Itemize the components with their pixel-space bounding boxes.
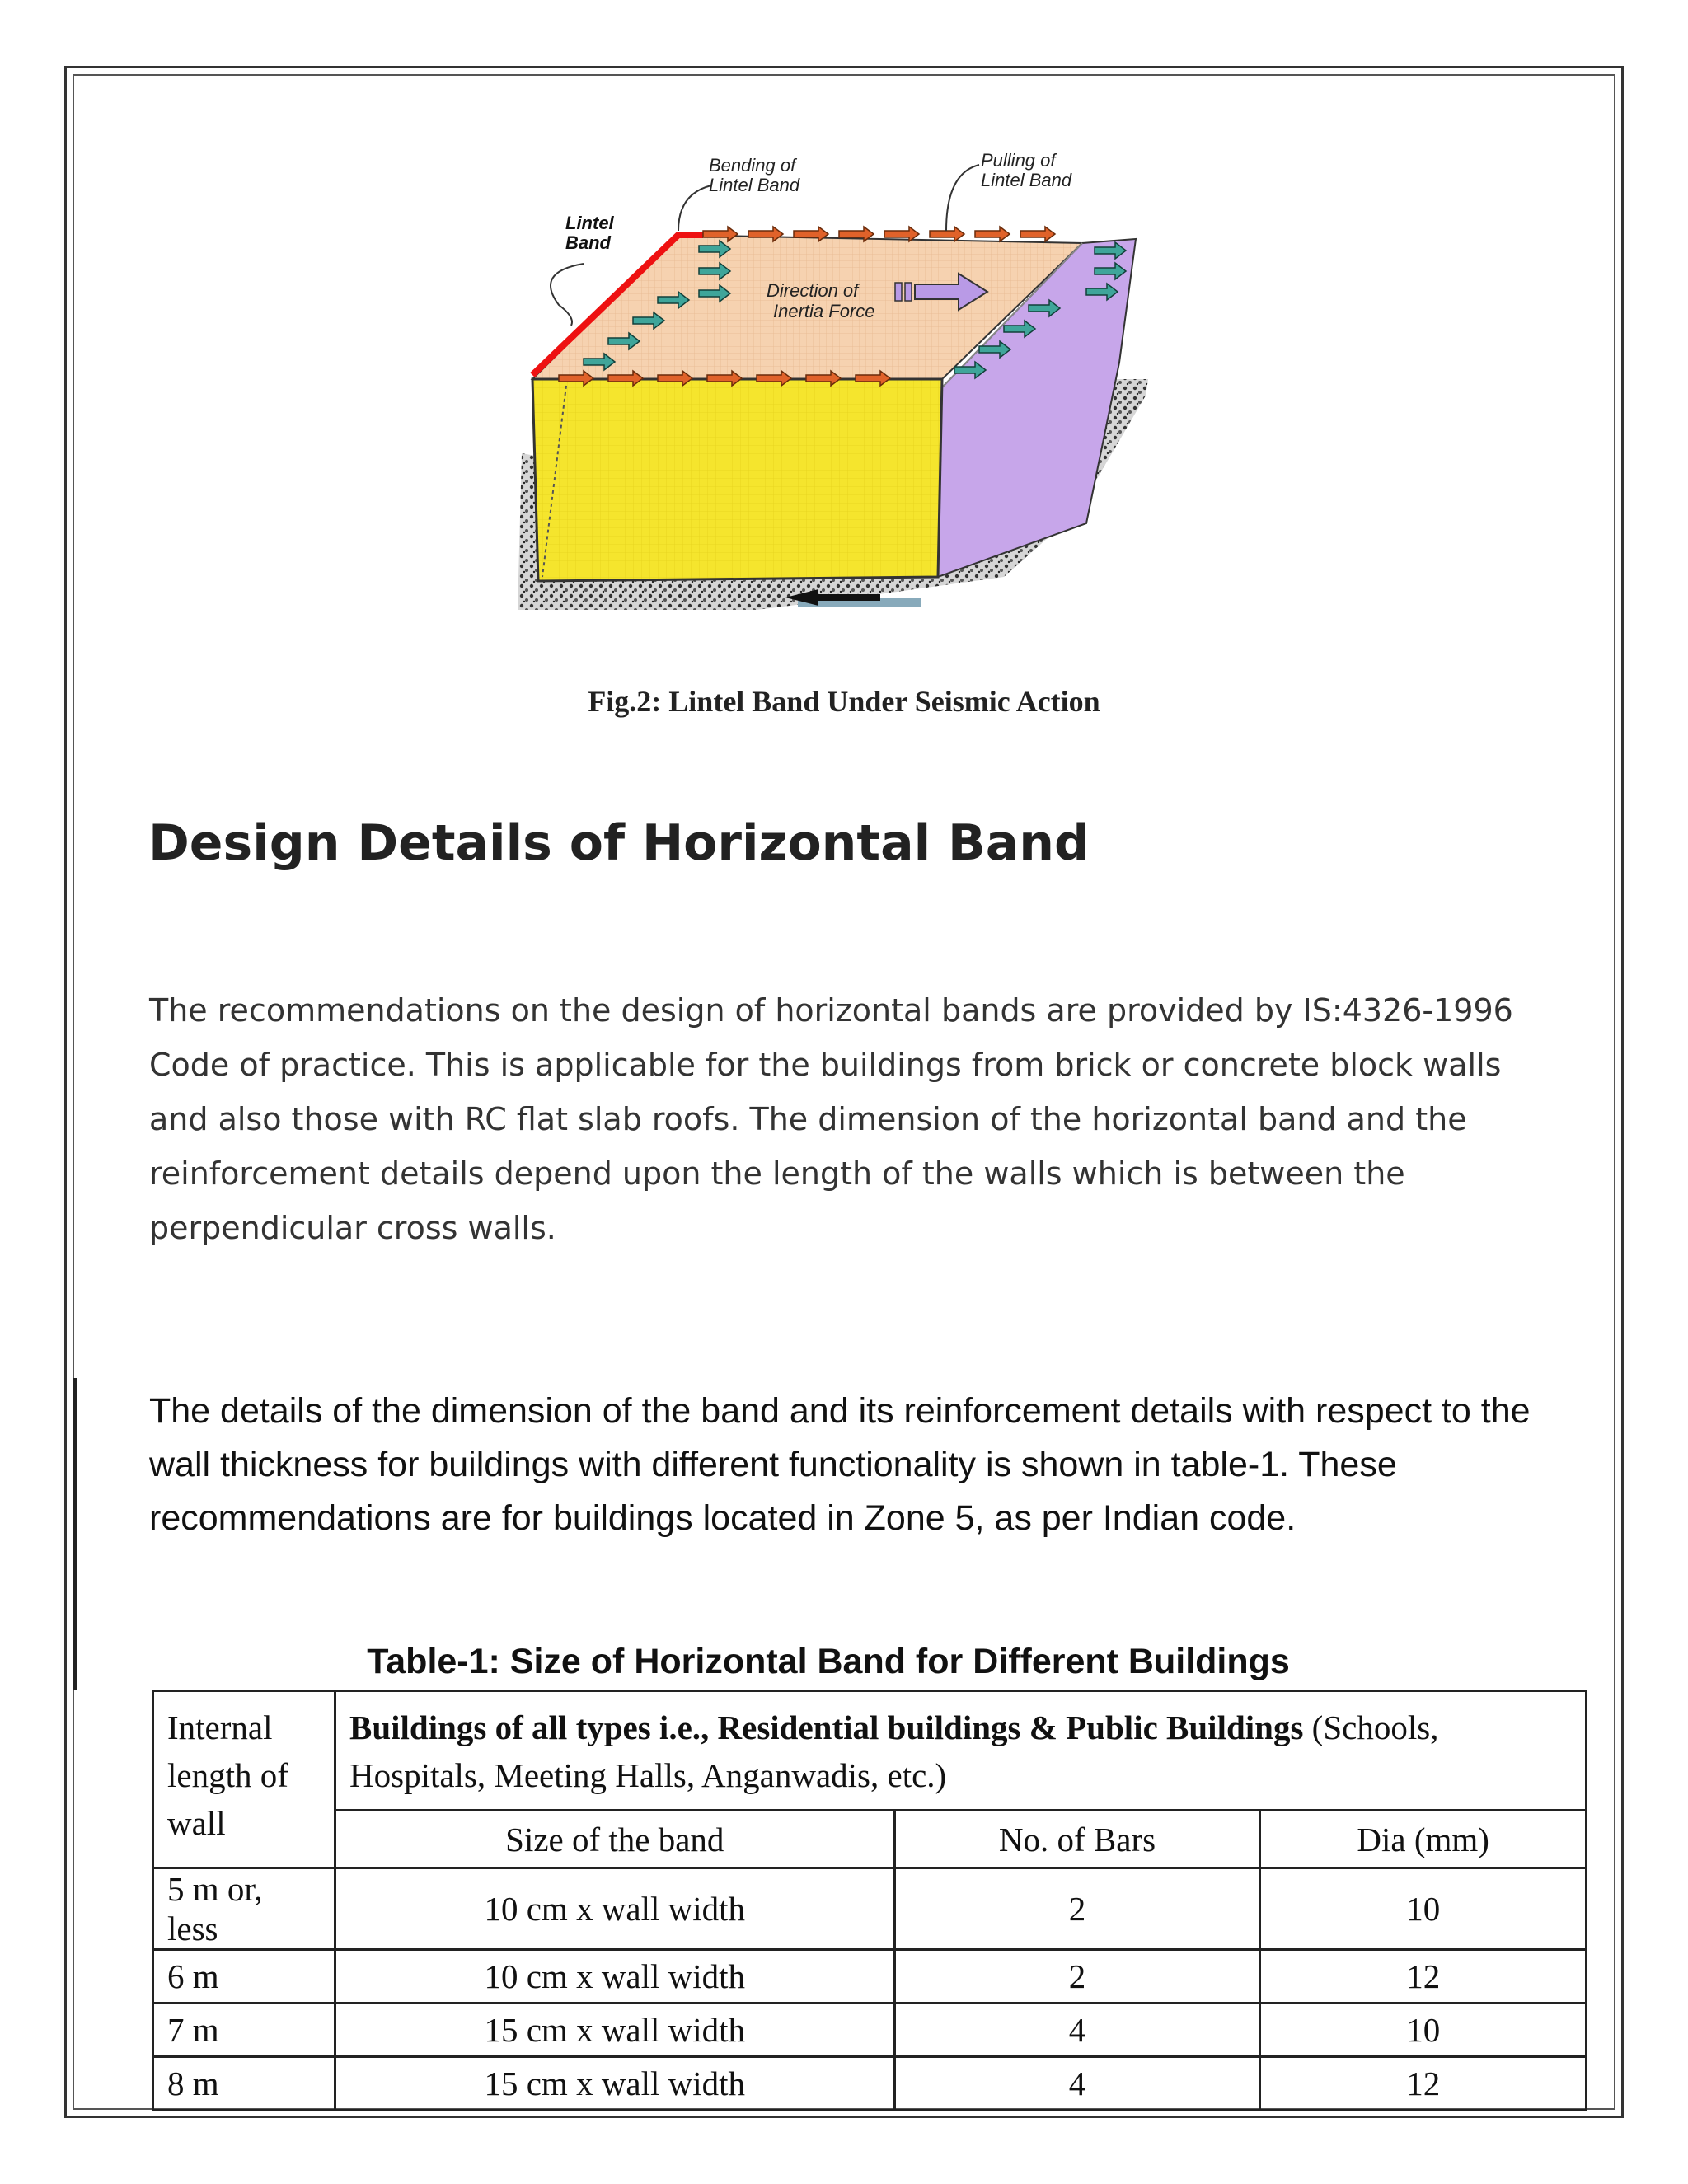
label-direction-line2: Inertia Force — [773, 301, 875, 321]
cell-bars: 2 — [894, 1950, 1260, 2004]
horizontal-band-table — [152, 1690, 1587, 2111]
table-title: Table-1: Size of Horizontal Band for Different Buildings — [367, 1642, 1290, 1681]
label-pulling-line1: Pulling of — [981, 150, 1056, 171]
header-no-of-bars: No. of Bars — [894, 1811, 1260, 1868]
label-lintel-band-line2: Band — [565, 232, 611, 253]
table-row — [153, 2057, 1587, 2111]
header-building-types-rest: (Schools, Hospitals, Meeting Halls, Anganwadis, etc.) — [349, 1708, 1439, 1794]
cell-size: 15 cm x wall width — [335, 2004, 895, 2057]
label-direction — [767, 280, 875, 321]
header-dia: Dia (mm) — [1260, 1811, 1587, 1868]
label-direction-line1: Direction of — [767, 280, 859, 301]
section-heading: Design Details of Horizontal Band — [148, 814, 1090, 872]
header-internal-length: Internal length of wall — [153, 1691, 335, 1868]
label-lintel-band-line1: Lintel — [565, 213, 614, 233]
label-bending-line2: Lintel Band — [709, 175, 800, 195]
cell-size: 10 cm x wall width — [335, 1950, 895, 2004]
cell-dia: 12 — [1260, 1950, 1587, 2004]
lintel-band-diagram — [509, 148, 1152, 635]
cell-bars: 4 — [894, 2057, 1260, 2111]
cell-length: 5 m or, less — [153, 1868, 335, 1950]
table-row — [153, 1950, 1587, 2004]
cell-length: 8 m — [153, 2057, 335, 2111]
cell-size: 15 cm x wall width — [335, 2057, 895, 2111]
label-pulling — [981, 150, 1072, 190]
table-subheader-row — [153, 1811, 1587, 1868]
cell-dia: 10 — [1260, 2004, 1587, 2057]
label-lintel-band — [565, 213, 619, 253]
lintel-band-figure — [509, 148, 1152, 635]
cell-length: 7 m — [153, 2004, 335, 2057]
front-wall — [532, 379, 942, 581]
header-size-of-band: Size of the band — [335, 1811, 895, 1868]
label-pulling-line2: Lintel Band — [981, 170, 1072, 190]
cell-dia: 12 — [1260, 2057, 1587, 2111]
margin-bar — [73, 1378, 77, 1690]
callout-lintel — [551, 264, 584, 326]
header-building-types — [335, 1691, 1587, 1811]
paragraph-table-intro: The details of the dimension of the band and its reinforcement details with respect to the wall thickness for buildings with different functionality is shown in table-1. These recommendations are for buildings located in Zone 5, as per Indian code. — [149, 1391, 1531, 1538]
cell-size: 10 cm x wall width — [335, 1868, 895, 1950]
table-row — [153, 2004, 1587, 2057]
figure-caption: Fig.2: Lintel Band Under Seismic Action — [588, 685, 1100, 718]
table-header-row — [153, 1691, 1587, 1811]
label-bending-line1: Bending of — [709, 155, 796, 176]
cell-dia: 10 — [1260, 1868, 1587, 1950]
cell-bars: 4 — [894, 2004, 1260, 2057]
callout-pulling — [946, 165, 979, 231]
callout-bending — [678, 185, 711, 231]
label-bending — [709, 155, 800, 195]
cell-bars: 2 — [894, 1868, 1260, 1950]
table-row — [153, 1868, 1587, 1950]
cell-length: 6 m — [153, 1950, 335, 2004]
paragraph-recommendations: The recommendations on the design of horizontal bands are provided by IS:4326-1996 Code of practice. This is applicable for the buildings from brick or concrete block walls and also those with RC flat slab roofs. The dimension of the horizontal band and the reinforcement details depend upon the length of the walls which is between the perpendicular cross walls. — [149, 992, 1513, 1246]
header-building-types-bold: Buildings of all types i.e., Residential buildings & Public Buildings — [349, 1708, 1304, 1746]
